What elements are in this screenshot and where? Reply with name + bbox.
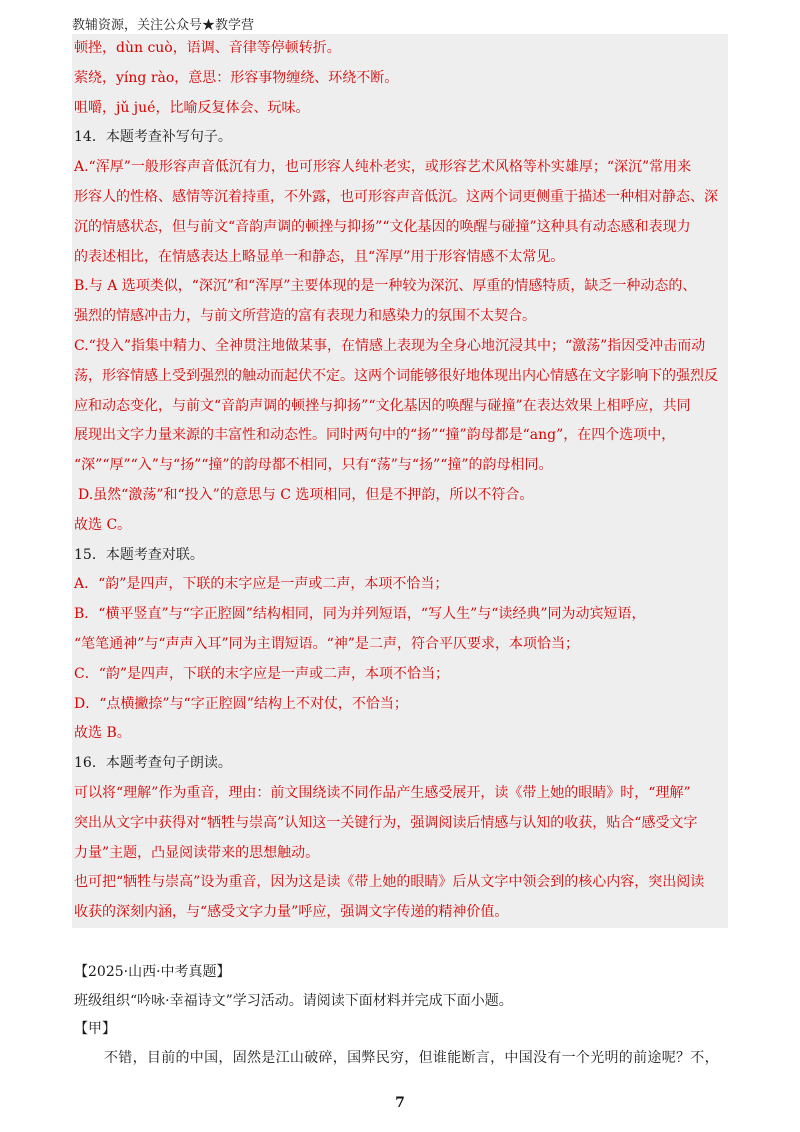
answer-explanations <box>72 34 728 928</box>
answer-line: 力量”主题，凸显阅读带来的思想触动。 <box>74 844 320 861</box>
answer-line: A.“浑厚”一般形容声音低沉有力，也可形容人纯朴老实，或形容艺术风格等朴实雄厚；“深沉”常用来 <box>74 159 692 176</box>
answer-line: 展现出文字力量来源的丰富性和动态性。同时两句中的“扬”“撞”韵母都是“ang”，在四个选项中， <box>74 427 676 444</box>
answer-line: A．“韵”是四声，下联的末字应是一声或二声，本项不恰当； <box>74 576 449 593</box>
passage-text: 不错，目前的中国，固然是江山破碎，国弊民穷，但谁能断言，中国没有一个光明的前途呢？不， <box>104 1049 719 1066</box>
answer-line: B．“横平竖直”与“字正腔圆”结构相同，同为并列短语，“写人生”与“读经典”同为动宾短语， <box>74 606 646 623</box>
page-number: 7 <box>395 1095 405 1111</box>
answer-line: “深”“厚”“入”与“扬”“撞”的韵母都不相同，只有“荡”与“扬”“撞”的韵母相同。 <box>74 457 553 474</box>
question-heading-15: 15．本题考查对联。 <box>74 546 204 563</box>
answer-line: D．“点横撇捺”与“字正腔圆”结构上不对仗，不恰当； <box>74 695 408 712</box>
section-label: 【甲】 <box>74 1021 116 1037</box>
question-heading-14: 14．本题考查补写句子。 <box>74 129 232 146</box>
answer-line: 可以将“理解”作为重音，理由：前文围绕读不同作品产生感受展开，读《带上她的眼睛》时，“理解” <box>74 784 691 801</box>
answer-line: 强烈的情感冲击力，与前文所营造的富有表现力和感染力的氛围不太契合。 <box>74 308 536 325</box>
answer-line: 顿挫，dùn cuò，语调、音律等停顿转折。 <box>74 40 341 56</box>
answer-conclusion: 故选 C。 <box>74 516 132 533</box>
answer-line: 收获的深刻内涵，与“感受文字力量”呼应，强调文字传递的精神价值。 <box>74 904 509 921</box>
question-heading-16: 16．本题考查句子朗读。 <box>74 755 232 772</box>
answer-line: 应和动态变化，与前文“音韵声调的顿挫与抑扬”“文化基因的唤醒与碰撞”在表达效果上相呼应，共同 <box>74 397 691 414</box>
page-header: 教辅资源，关注公众号★教学营 <box>72 14 728 38</box>
activity-intro: 班级组织“吟咏·幸福诗文”学习活动。请阅读下面材料并完成下面小题。 <box>74 992 513 1009</box>
answer-line: B.与 A 选项类似，“深沉”和“浑厚”主要体现的是一种较为深沉、厚重的情感特质，缺乏一种动态的、 <box>74 278 697 295</box>
answer-line: C.“投入”指集中精力、全神贯注地做某事，在情感上表现为全身心地沉浸其中；“激荡”指因受冲击而动 <box>74 337 706 354</box>
next-question-section <box>72 958 728 1072</box>
answer-line: 沉的情感状态，但与前文“音韵声调的顿挫与抑扬”“文化基因的唤醒与碰撞”这种具有动态感和表现力 <box>74 218 691 235</box>
answer-conclusion: 故选 B。 <box>74 725 131 742</box>
answer-line: 也可把“牺牲与崇高”设为重音，因为这是读《带上她的眼睛》后从文字中领会到的核心内容，突出阅读 <box>74 874 705 891</box>
answer-line: 突出从文字中获得对“牺牲与崇高”认知这一关键行为，强调阅读后情感与认知的收获，贴合“感受文字 <box>74 814 698 831</box>
answer-line: 萦绕，yíng rào，意思：形容事物缠绕、环绕不断。 <box>74 69 399 86</box>
answer-line: 形容人的性格、感情等沉着持重，不外露，也可形容声音低沉。这两个词更侧重于描述一种相对静态、深 <box>74 188 718 205</box>
answer-line: 荡，形容情感上受到强烈的触动而起伏不定。这两个词能够很好地体现出内心情感在文字影响下的强烈反 <box>74 367 718 384</box>
exam-source-tag: 【2025·山西·中考真题】 <box>74 964 231 980</box>
answer-line: D.虽然“激荡”和“投入”的意思与 C 选项相同，但是不押韵，所以不符合。 <box>78 486 534 503</box>
answer-line: 咀嚼，jǔ jué，比喻反复体会、玩味。 <box>74 99 310 116</box>
answer-line: C．“韵”是四声，下联的末字应是一声或二声，本项不恰当； <box>74 665 450 682</box>
answer-line: 的表述相比，在情感表达上略显单一和静态，且“浑厚”用于形容情感不太常见。 <box>74 248 565 265</box>
answer-line: “笔笔通神”与“声声入耳”同为主谓短语。“神”是二声，符合平仄要求，本项恰当； <box>74 635 579 652</box>
